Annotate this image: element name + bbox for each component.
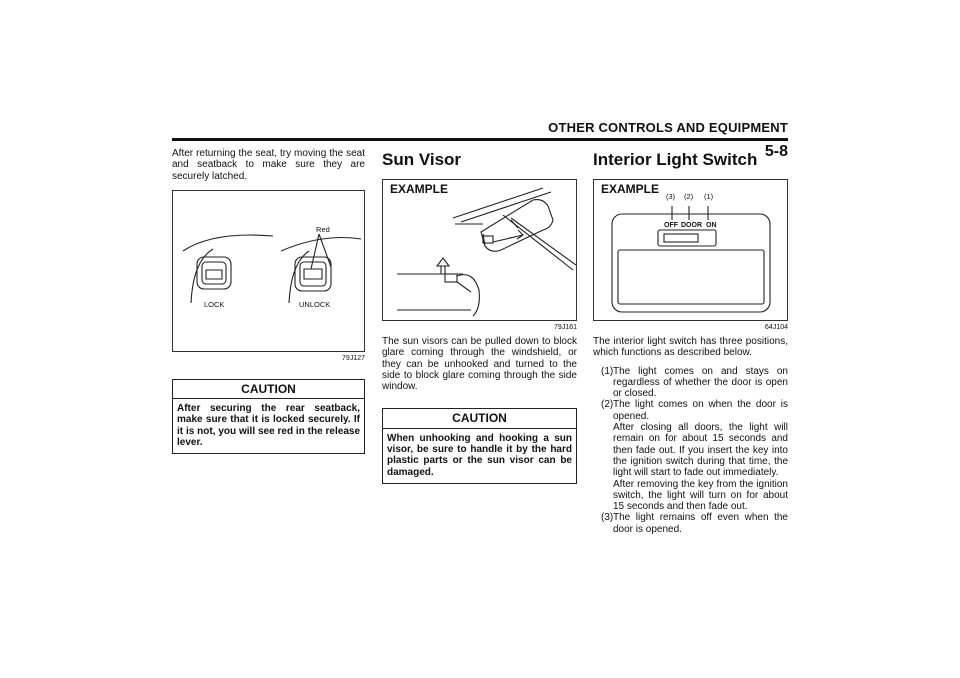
list-item-number: (3) [601,512,614,524]
off-label: OFF [664,222,678,229]
list-item-text: The light remains off even when the door is opened. [613,512,788,535]
list-item-text: The light comes on when the door is opened. [613,399,788,422]
list-item-text: The light comes on and stays on regardless of whether the door is open or closed. [613,365,788,400]
seat-release-lever-figure [172,190,365,352]
list-item [593,512,788,535]
figure-code: 64J104 [765,324,788,331]
list-item [593,366,788,400]
caution-text: When unhooking and hooking a sun visor, be sure to handle it by the hard plastic parts or the sun visor can be damaged. [387,432,572,478]
sun-visor-illustration [383,180,576,320]
list-item-text: After closing all doors, the light will remain on for about 15 seconds and then fade out. If you insert the key into the ignition switch during that time, the light will start to fade out immediately. [613,422,788,479]
switch-position-list [593,366,788,535]
red-label: Red [316,224,330,234]
unlock-label: UNLOCK [299,299,331,309]
interior-light-figure [593,179,788,321]
caution-text: After securing the rear seatback, make sure that it is locked securely. If it is not, you will see red in the release lever. [177,403,360,449]
figure-code: 79J127 [342,354,365,362]
caution-box [382,408,577,483]
list-item-text: After removing the key from the ignition switch, the light will turn on for about 15 seconds and then fade out. [613,478,788,513]
header-rule [172,138,788,141]
position-2-label: (2) [684,192,694,201]
position-3-label: (3) [666,192,676,201]
example-label: EXAMPLE [390,182,449,196]
door-label: DOOR [681,222,702,229]
caution-heading: CAUTION [173,380,364,399]
column-seat-latch [172,148,365,454]
section-title-interior-light: Interior Light Switch [593,150,758,169]
figure-code: 79J161 [554,324,577,331]
list-item-number: (1) [601,365,614,377]
interior-light-paragraph: The interior light switch has three positions, which functions as described below. [593,336,788,359]
section-title-sun-visor: Sun Visor [382,150,462,169]
column-interior-light [593,148,788,535]
seat-release-lever-illustration [173,191,364,351]
sun-visor-figure [382,179,577,321]
on-label: ON [706,222,717,229]
list-item-number: (2) [601,399,614,411]
seat-latch-paragraph: After returning the seat, try moving the seat and seatback to make sure they are securely latched. [172,148,365,182]
lock-label: LOCK [204,299,225,309]
sun-visor-paragraph: The sun visors can be pulled down to block glare coming through the windshield, or they can be unhooked and turned to the side to block glare coming through the side window. [382,336,577,393]
page-number: 5-8 [764,143,788,160]
running-header-title: OTHER CONTROLS AND EQUIPMENT [548,120,788,135]
caution-box [172,379,365,454]
example-label: EXAMPLE [601,182,660,196]
position-1-label: (1) [704,192,714,201]
caution-heading: CAUTION [383,409,576,428]
column-sun-visor [382,148,577,484]
list-item [593,399,788,512]
